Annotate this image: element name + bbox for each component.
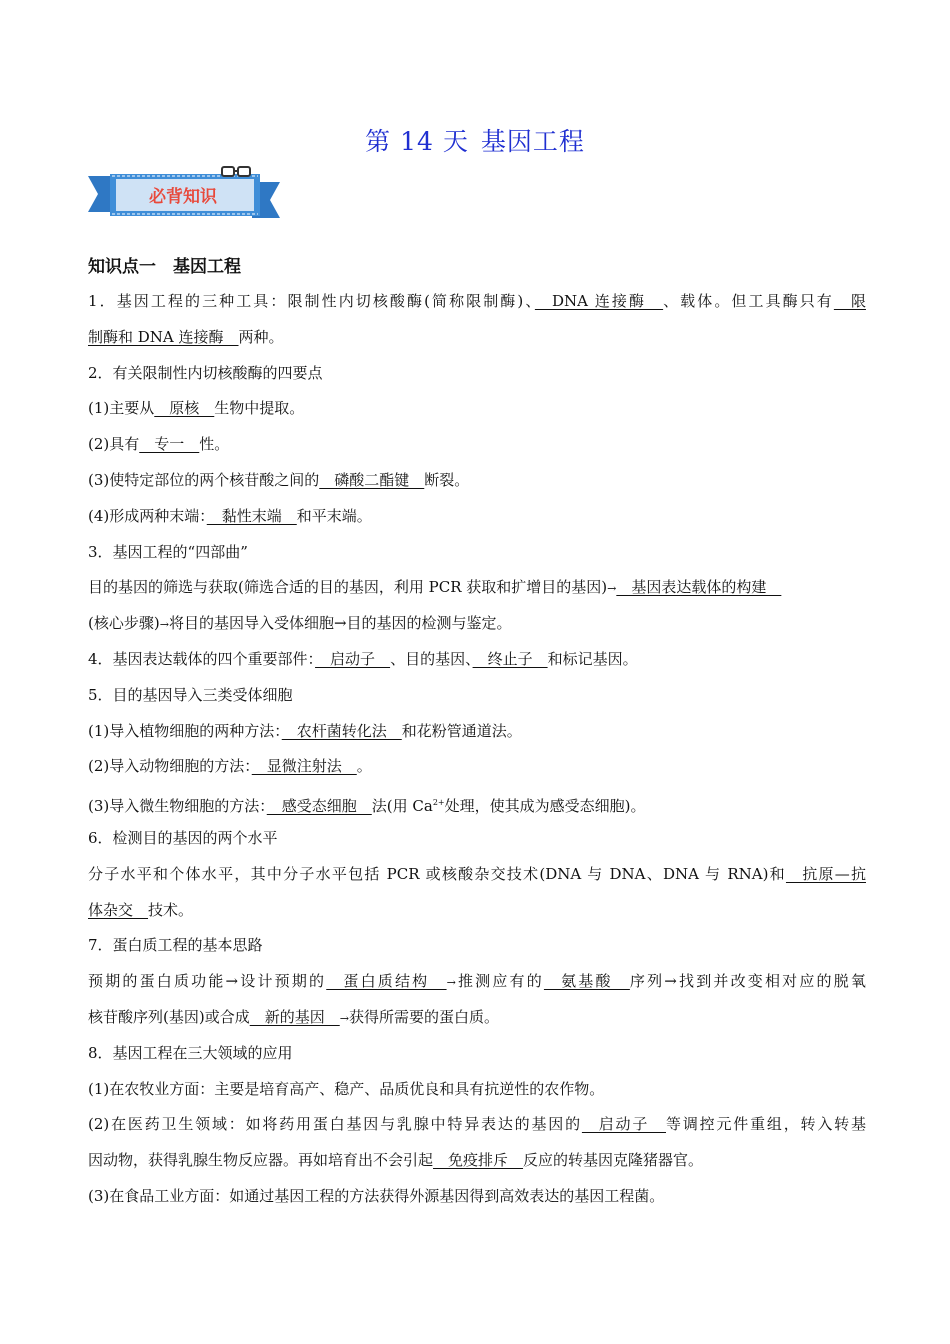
banner-label: 必背知识 [149, 187, 217, 207]
heading-6: 6．检测目的基因的两个水平 [88, 828, 278, 847]
paragraph-1: 1．基因工程的三种工具：限制性内切核酸酶(简称限制酶)、 DNA 连接酶 、载体。但工具酶只有 限 [88, 292, 866, 310]
paragraph-3: 目的基因的筛选与获取(筛选合适的目的基因，利用 PCR 获取和扩增目的基因)→ 基因表达载体的构建 [88, 578, 782, 597]
blank-answer: 专一 [139, 435, 200, 454]
paragraph-7-cont: 核苷酸序列(基因)或合成 新的基因 →获得所需要的蛋白质。 [88, 1007, 499, 1026]
section-heading: 知识点一 基因工程 [88, 257, 241, 277]
item-2-2: (2)具有 专一 性。 [88, 435, 230, 454]
heading-3: 3．基因工程的“四部曲” [88, 542, 248, 561]
heading-5: 5．目的基因导入三类受体细胞 [88, 685, 293, 704]
paragraph-6-cont: 体杂交 技术。 [88, 900, 194, 919]
arrow-icon: → [446, 976, 456, 990]
blank-answer: 氨基酸 [543, 972, 630, 991]
paragraph-6: 分子水平和个体水平，其中分子水平包括 PCR 或核酸杂交技术(DNA 与 DNA、DNA 与 RNA)和 抗原—抗 [88, 864, 866, 883]
item-2-4: (4)形成两种末端： 黏性末端 和平末端。 [88, 506, 372, 525]
arrow-icon: → [664, 972, 677, 991]
blank-answer: 限 [833, 292, 866, 310]
blank-answer: 磷酸二酯键 [319, 470, 425, 489]
heading-2: 2．有关限制性内切核酸酶的四要点 [88, 363, 323, 382]
item-5-3: (3)导入微生物细胞的方法： 感受态细胞 法(用 $Ca^{2+}$处理，使其成为感受态细胞)。 [88, 797, 646, 816]
heading-7: 7．蛋白质工程的基本思路 [88, 936, 263, 955]
blank-answer: 黏性末端 [206, 506, 297, 525]
item-5-2: (2)导入动物细胞的方法： 显微注射法 。 [88, 757, 372, 776]
item-8-1: (1)在农牧业方面：主要是培育高产、稳产、品质优良和具有抗逆性的农作物。 [88, 1079, 605, 1098]
blank-answer: 终止子 [472, 649, 548, 668]
item-8-2-cont: 因动物，获得乳腺生物反应器。再如培育出不会引起 免疫排斥 反应的转基因克隆猪器官。 [88, 1151, 704, 1170]
item-8-2: (2)在医药卫生领域：如将药用蛋白基因与乳腺中特异表达的基因的 启动子 等调控元件重组，转入转基 [88, 1115, 866, 1134]
blank-answer: 蛋白质结构 [326, 972, 447, 991]
blank-answer: 启动子 [315, 649, 391, 668]
blank-answer: 基因表达载体的构建 [616, 578, 782, 597]
paragraph-3-cont: (核心步骤)→将目的基因导入受体细胞→目的基因的检测与鉴定。 [88, 614, 512, 633]
blank-answer: 启动子 [581, 1115, 666, 1134]
heading-8: 8．基因工程在三大领域的应用 [88, 1043, 293, 1062]
arrow-icon: → [333, 614, 347, 633]
blank-answer: 制酶和 DNA 连接酶 [88, 327, 239, 346]
blank-answer: 新的基因 [249, 1007, 340, 1026]
blank-answer: 体杂交 [88, 900, 149, 919]
arrow-icon: → [159, 618, 169, 632]
item-5-1: (1)导入植物细胞的两种方法： 农杆菌转化法 和花粉管通道法。 [88, 721, 522, 740]
page-title: 第 14 天 基因工程 [365, 127, 585, 156]
item-2-1: (1)主要从 原核 生物中提取。 [88, 399, 305, 418]
arrow-icon: → [225, 972, 239, 991]
arrow-icon: → [607, 582, 617, 596]
blank-answer: 免疫排斥 [433, 1151, 524, 1170]
arrow-icon: → [339, 1011, 349, 1025]
paragraph-7: 预期的蛋白质功能→设计预期的 蛋白质结构 →推测应有的 氨基酸 序列→找到并改变相对应的脱氧 [88, 972, 866, 991]
blank-answer: 农杆菌转化法 [281, 721, 402, 740]
blank-answer: 感受态细胞 [266, 797, 372, 816]
blank-answer: DNA 连接酶 [534, 292, 664, 310]
item-2-3: (3)使特定部位的两个核苷酸之间的 磷酸二酯键 断裂。 [88, 470, 470, 489]
blank-answer: 原核 [154, 399, 215, 418]
paragraph-1-cont: 制酶和 DNA 连接酶 两种。 [88, 327, 284, 346]
item-8-3: (3)在食品工业方面：如通过基因工程的方法获得外源基因得到高效表达的基因工程菌。 [88, 1186, 665, 1205]
document-body [88, 250, 866, 1215]
section-banner [86, 164, 282, 228]
paragraph-4: 4．基因表达载体的四个重要部件： 启动子 、目的基因、 终止子 和标记基因。 [88, 649, 638, 668]
blank-answer: 显微注射法 [251, 757, 357, 776]
blank-answer: 抗原—抗 [785, 864, 866, 883]
